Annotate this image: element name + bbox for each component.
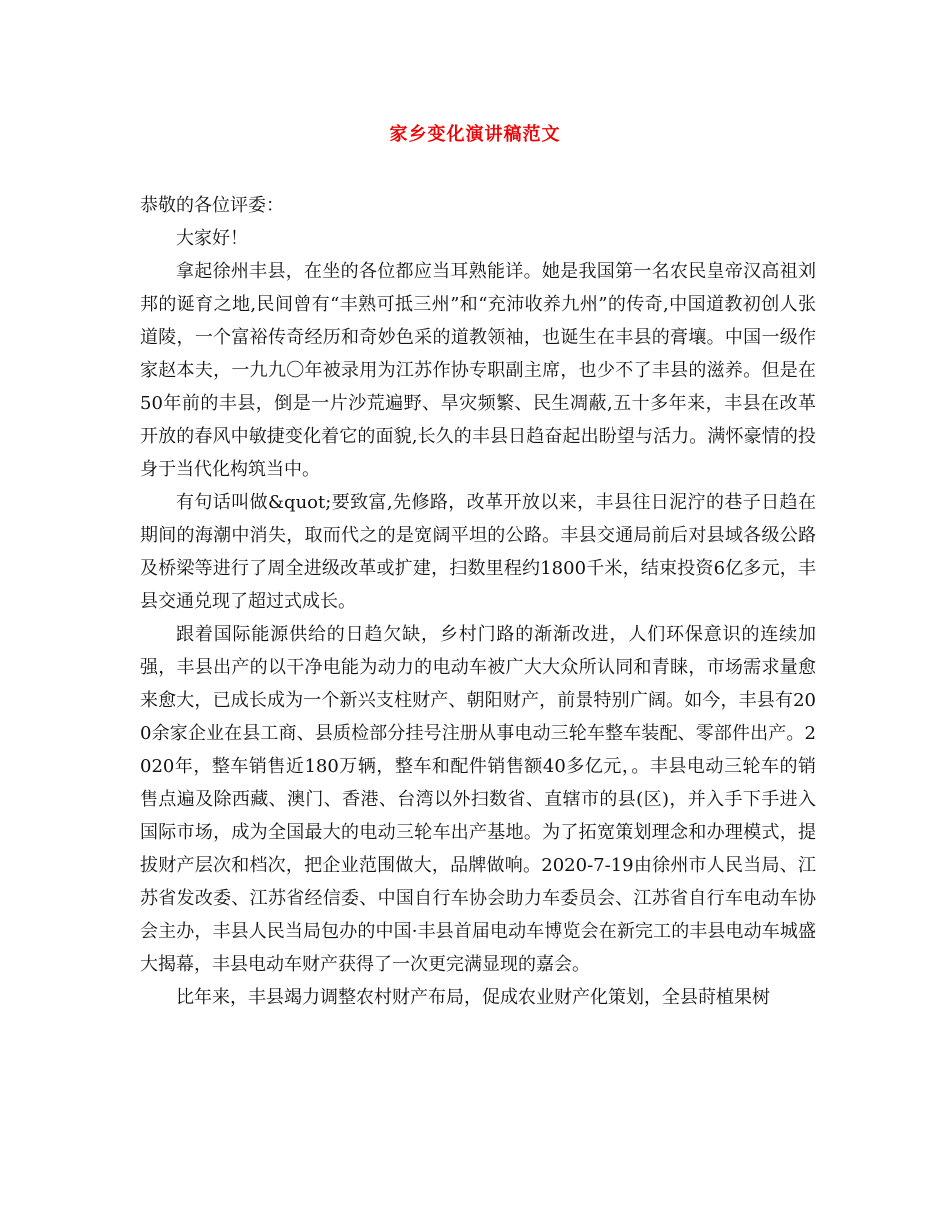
paragraph: 跟着国际能源供给的日趋欠缺，乡村门路的渐渐改进，人们环保意识的连续加强，丰县出产的以干净电能为动力的电动车被广大大众所认同和青睐，市场需求量愈来愈大，已成长成为一个新兴支柱财产、朝阳财产，前景特别广阔。如今，丰县有200余家企业在县工商、县质检部分挂号注册从事电动三轮车整车装配、零部件出产。2020年，整车销售近180万辆，整车和配件销售额40多亿元，。丰县电动三轮车的销售点遍及除西藏、澳门、香港、台湾以外扫数省、直辖市的县(区)，并入手下手进入国际市场，成为全国最大的电动三轮车出产基地。为了拓宽策划理念和办理模式，提拔财产层次和档次，把企业范围做大，品牌做响。2020-7-19由徐州市人民当局、江苏省发改委、江苏省经信委、中国自行车协会助力车委员会、江苏省自行车电动车协会主办，丰县人民当局包办的中国·丰县首届电动车博览会在新完工的丰县电动车城盛大揭幕，丰县电动车财产获得了一次更完满显现的嘉会。: [140, 624, 816, 975]
paragraph: 比年来，丰县竭力调整农村财产布局，促成农业财产化策划，全县莳植果树: [176, 987, 770, 1008]
greeting: 大家好！: [176, 228, 248, 249]
salutation: 恭敬的各位评委：: [140, 195, 284, 216]
document-title: 家乡变化演讲稿范文: [389, 124, 561, 145]
paragraph: 有句话叫做&quot;要致富,先修路，改革开放以来，丰县往日泥泞的巷子日趋在期间的海潮中消失，取而代之的是宽阔平坦的公路。丰县交通局前后对县域各级公路及桥梁等进行了周全进级改革或扩建，扫数里程约1800千米，结束投资6亿多元，丰县交通兑现了超过式成长。: [140, 492, 816, 612]
document-body: [140, 189, 816, 1014]
paragraph: 拿起徐州丰县，在坐的各位都应当耳熟能详。她是我国第一名农民皇帝汉高祖刘邦的诞育之地,民间曾有“丰熟可抵三州”和“充沛收养九州”的传奇,中国道教初创人张道陵，一个富裕传奇经历和奇妙色采的道教领袖，也诞生在丰县的膏壤。中国一级作家赵本夫，一九九〇年被录用为江苏作协专职副主席，也少不了丰县的滋养。但是在50年前的丰县，倒是一片沙荒遍野、旱灾频繁、民生凋蔽,五十多年来，丰县在改革开放的春风中敏捷变化着它的面貌,长久的丰县日趋奋起出盼望与活力。满怀豪情的投身于当代化构筑当中。: [140, 261, 816, 480]
